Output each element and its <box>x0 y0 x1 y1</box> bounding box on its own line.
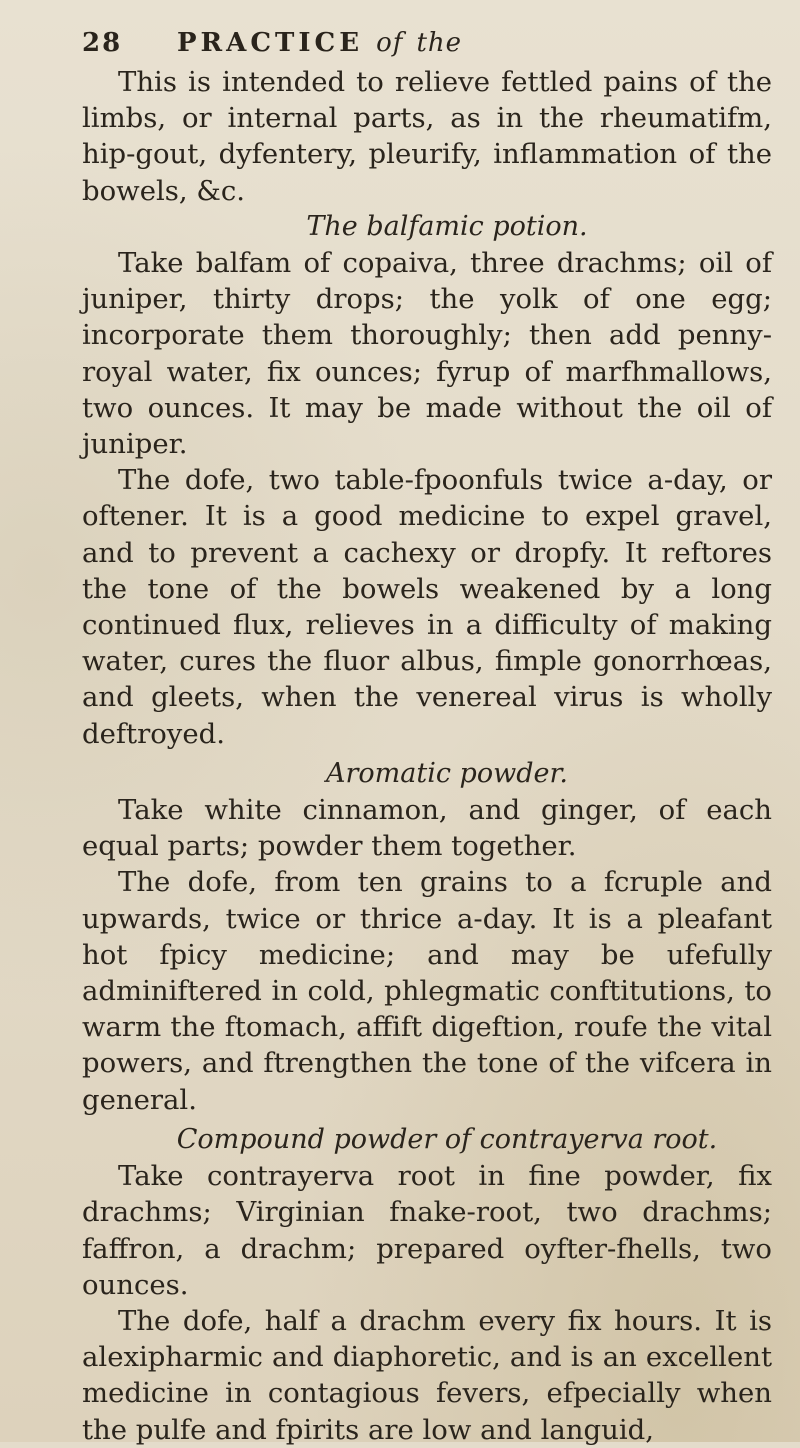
aromatic-title: Aromatic powder. <box>326 757 568 789</box>
intro-paragraph: This is intended to relieve fettled pains of the limbs, or internal parts, as in the rheumatifm, hip-gout, dyfentery, pleurify, inflammation of the bowels, &c. <box>82 66 772 207</box>
running-title-the: the <box>416 28 463 58</box>
running-title <box>177 28 462 58</box>
balsamic-dose: The dofe, two table-fpoonfuls twice a-day, or oftener. It is a good medicine to expel gravel, and to prevent a cachexy or dropfy. It reftores the tone of the bowels weakened by a long continued flux, relieves in a difficulty of making water, cures the fluor albus, fimple gonorrhœas, and gleets, when the venereal virus is wholly deftroyed. <box>82 464 772 750</box>
compound-dose: The dofe, half a drachm every fix hours. It is alexipharmic and diaphoretic, and is an excellent medicine in contagious fevers, efpecially when the pulfe and fpirits are low and languid, <box>82 1304 772 1446</box>
aromatic-recipe: Take white cinnamon, and ginger, of each equal parts; powder them together. <box>82 794 772 863</box>
running-head <box>82 28 772 58</box>
compound-title: Compound powder of contrayerva root. <box>176 1123 718 1155</box>
aromatic-dose: The dofe, from ten grains to a fcruple and upwards, twice or thrice a-day. It is a pleafant hot fpicy medicine; and may be ufefully adminiftered in cold, phlegmatic conftitutions, to warm the ftomach, affift digeftion, roufe the vital powers, and ftrengthen the tone of the vifcera in general. <box>82 866 772 1116</box>
balsamic-recipe: Take balfam of copaiva, three drachms; oil of juniper, thirty drops; the yolk of one egg; incorporate them thoroughly; then add penny-royal water, fix ounces; fyrup of marfhmallows, two ounces. It may be made without the oil of juniper. <box>82 247 772 461</box>
page-content <box>82 28 772 1448</box>
running-title-of: of <box>376 28 404 58</box>
page-number: 28 <box>82 28 123 58</box>
compound-recipe: Take contrayerva root in fine powder, fix drachms; Virginian fnake-root, two drachms; faffron, a drachm; prepared oyfter-fhells, two ounces. <box>82 1160 772 1301</box>
balsamic-title: The balfamic potion. <box>306 210 588 242</box>
running-title-main: PRACTICE <box>177 28 364 58</box>
